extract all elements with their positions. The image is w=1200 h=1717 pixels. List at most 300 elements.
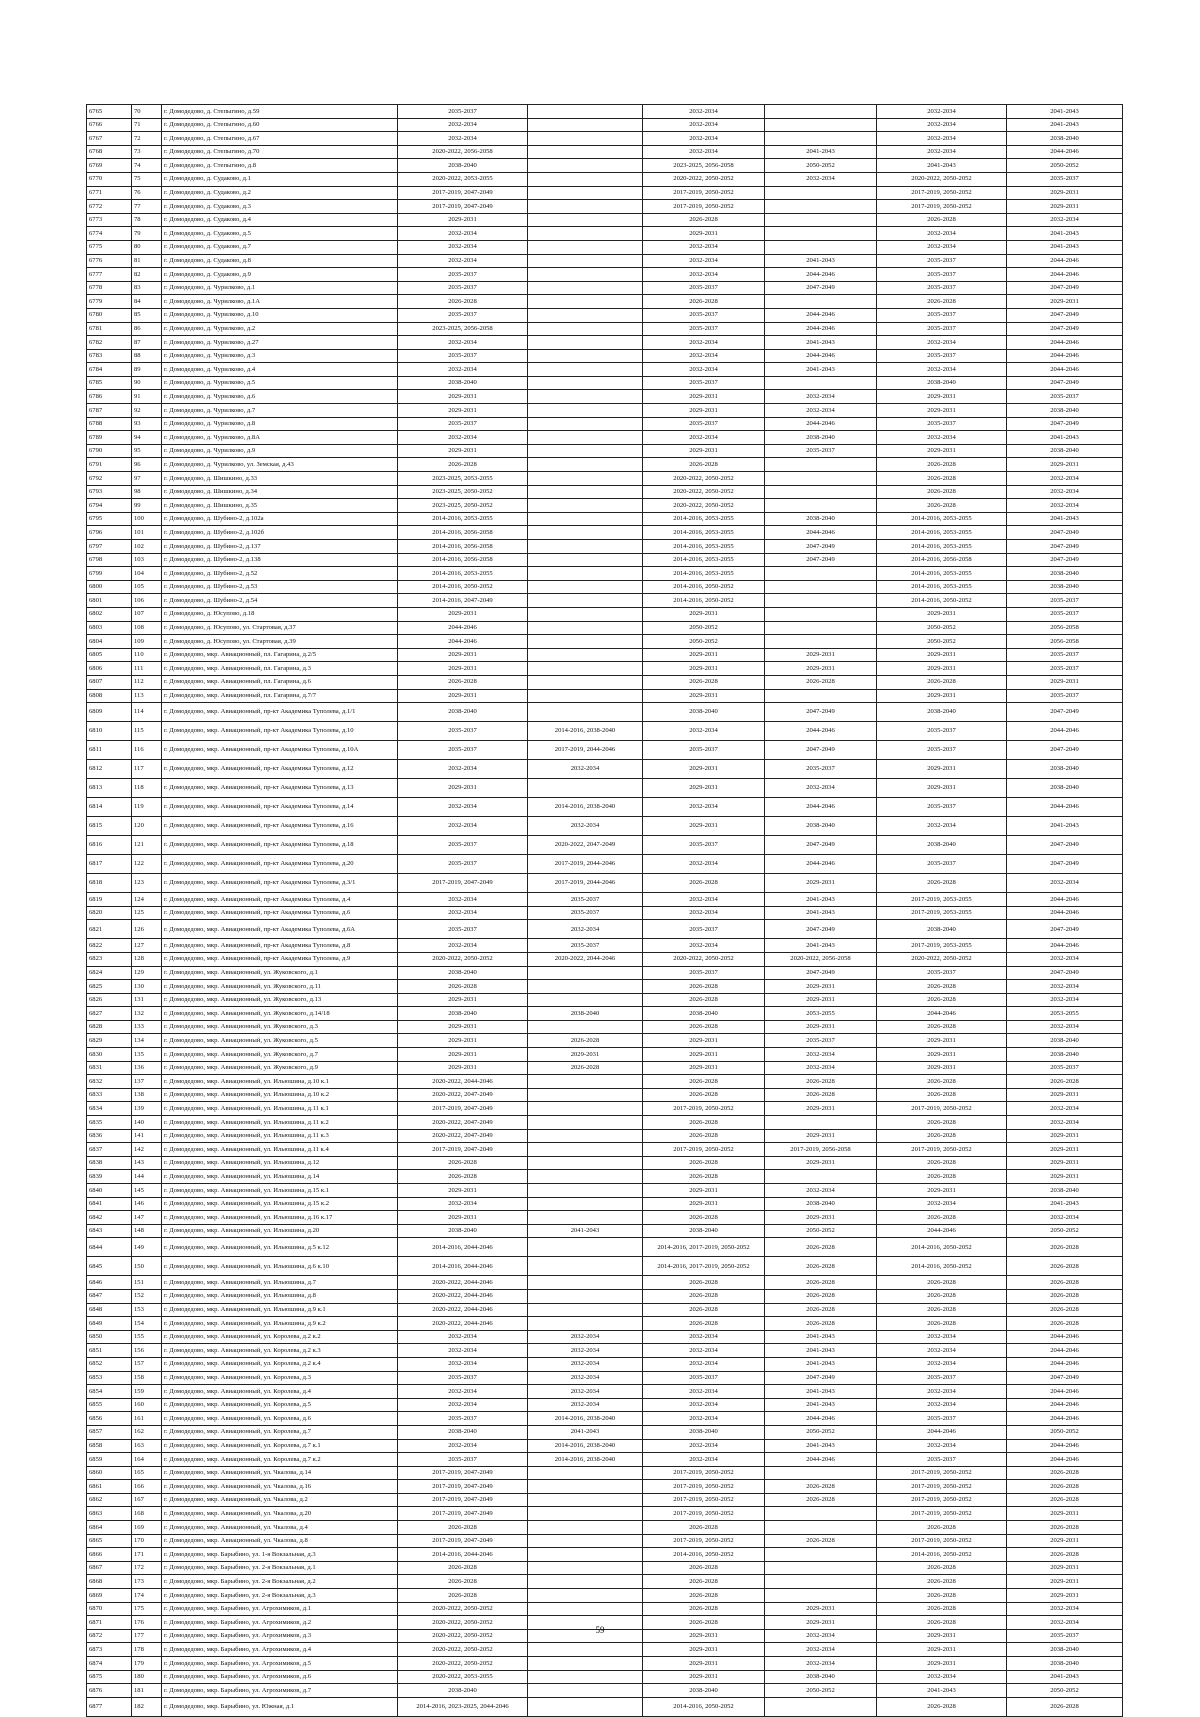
table-cell: 2026-2028 — [528, 1061, 643, 1075]
table-cell: г. Домодедово, д. Чурилково, д.10 — [162, 308, 398, 322]
table-row — [87, 1007, 1123, 1021]
table-cell: г. Домодедово, д. Судаково, д.8 — [162, 254, 398, 268]
table-cell: 2032-2034 — [877, 1439, 1007, 1453]
table-cell: 104 — [132, 567, 162, 581]
table-cell: 2026-2028 — [398, 1575, 528, 1589]
table-cell — [765, 1548, 877, 1562]
table-cell: 6805 — [87, 648, 132, 662]
table-cell: 169 — [132, 1521, 162, 1535]
table-cell: 2026-2028 — [643, 1116, 765, 1130]
table-cell: 2038-2040 — [1007, 444, 1123, 458]
table-cell: 85 — [132, 308, 162, 322]
table-row — [87, 893, 1123, 907]
table-cell: г. Домодедово, д. Степыгино, д.67 — [162, 132, 398, 146]
table-cell — [528, 200, 643, 214]
table-cell: 2038-2040 — [643, 1224, 765, 1238]
table-cell — [528, 1317, 643, 1331]
table-cell — [528, 376, 643, 390]
table-cell: 6847 — [87, 1289, 132, 1303]
table-cell: 2035-2037 — [1007, 648, 1123, 662]
table-row — [87, 798, 1123, 817]
table-cell: 2029-2031 — [643, 1670, 765, 1684]
table-cell: 6863 — [87, 1507, 132, 1521]
table-cell: 2023-2025, 2056-2058 — [398, 322, 528, 336]
table-cell — [528, 1257, 643, 1276]
table-row — [87, 281, 1123, 295]
table-cell — [765, 186, 877, 200]
table-row — [87, 499, 1123, 513]
table-cell: 2017-2019, 2050-2052 — [877, 1143, 1007, 1157]
table-row — [87, 1344, 1123, 1358]
table-cell: 175 — [132, 1602, 162, 1616]
table-cell: 6812 — [87, 760, 132, 779]
table-cell — [528, 1238, 643, 1257]
table-cell: 2026-2028 — [765, 1317, 877, 1331]
table-cell: 2032-2034 — [877, 336, 1007, 350]
table-cell: 6837 — [87, 1143, 132, 1157]
table-cell: 2026-2028 — [643, 874, 765, 893]
table-row — [87, 939, 1123, 953]
table-row — [87, 1330, 1123, 1344]
table-cell: 2047-2049 — [1007, 1371, 1123, 1385]
table-cell: 2017-2019, 2050-2052 — [643, 1143, 765, 1157]
table-cell — [528, 1102, 643, 1116]
table-cell: 103 — [132, 553, 162, 567]
table-cell: 2026-2028 — [643, 1075, 765, 1089]
table-cell: 154 — [132, 1317, 162, 1331]
table-cell — [528, 1657, 643, 1671]
table-cell: 2053-2055 — [765, 1007, 877, 1021]
table-row — [87, 1507, 1123, 1521]
table-cell: г. Домодедово, мкр. Авиационный, ул. Ильюшина, д.6 к.10 — [162, 1257, 398, 1276]
table-cell: 2032-2034 — [398, 893, 528, 907]
table-row — [87, 689, 1123, 703]
table-cell: 6769 — [87, 159, 132, 173]
table-cell: 6791 — [87, 458, 132, 472]
table-cell: 2029-2031 — [765, 648, 877, 662]
table-cell: 2035-2037 — [398, 722, 528, 741]
table-cell: 2014-2016, 2038-2040 — [528, 798, 643, 817]
table-cell: 2026-2028 — [643, 1303, 765, 1317]
table-cell: 2047-2049 — [1007, 836, 1123, 855]
table-cell: 2035-2037 — [877, 322, 1007, 336]
table-row — [87, 213, 1123, 227]
table-cell: 6782 — [87, 336, 132, 350]
table-cell: г. Домодедово, мкр. Авиационный, пр-кт Академика Туполева, д.16 — [162, 817, 398, 836]
table-cell: г. Домодедово, мкр. Авиационный, ул. Жуковского, д.5 — [162, 1034, 398, 1048]
table-cell: 2029-2031 — [877, 689, 1007, 703]
table-cell: 159 — [132, 1385, 162, 1399]
table-cell: 121 — [132, 836, 162, 855]
table-cell: 2032-2034 — [643, 1398, 765, 1412]
table-cell: 2020-2022, 2047-2049 — [398, 1116, 528, 1130]
table-row — [87, 1575, 1123, 1589]
table-row — [87, 308, 1123, 322]
table-cell: 2029-2031 — [765, 874, 877, 893]
table-cell: 2029-2031 — [398, 1061, 528, 1075]
table-cell: 2026-2028 — [643, 1170, 765, 1184]
table-cell: 141 — [132, 1129, 162, 1143]
table-cell: 2038-2040 — [1007, 567, 1123, 581]
table-cell: 2026-2028 — [1007, 1466, 1123, 1480]
table-cell: 2032-2034 — [398, 118, 528, 132]
table-cell — [765, 1116, 877, 1130]
table-cell: г. Домодедово, д. Судаково, д.2 — [162, 186, 398, 200]
table-cell: 2029-2031 — [877, 1034, 1007, 1048]
table-cell: 132 — [132, 1007, 162, 1021]
table-cell: 2014-2016, 2038-2040 — [528, 1453, 643, 1467]
table-cell: 2032-2034 — [398, 760, 528, 779]
table-cell: 2020-2022, 2047-2049 — [398, 1129, 528, 1143]
table-cell: 2017-2019, 2047-2049 — [398, 874, 528, 893]
table-cell: 2032-2034 — [528, 1385, 643, 1399]
table-cell — [528, 779, 643, 798]
table-cell: 6816 — [87, 836, 132, 855]
table-cell — [528, 268, 643, 282]
table-row — [87, 1357, 1123, 1371]
table-cell: 156 — [132, 1344, 162, 1358]
table-cell: 6818 — [87, 874, 132, 893]
table-cell: 2041-2043 — [765, 1439, 877, 1453]
table-cell: 2017-2019, 2050-2052 — [877, 1507, 1007, 1521]
table-cell: 2029-2031 — [643, 607, 765, 621]
table-cell: 2017-2019, 2050-2052 — [643, 1466, 765, 1480]
table-cell: 6781 — [87, 322, 132, 336]
table-cell: 2032-2034 — [877, 227, 1007, 241]
table-cell: 6801 — [87, 594, 132, 608]
table-cell: 2035-2037 — [1007, 689, 1123, 703]
table-cell: г. Домодедово, мкр. Авиационный, ул. Жуковского, д.9 — [162, 1061, 398, 1075]
table-cell: 2029-2031 — [643, 227, 765, 241]
table-cell: 2026-2028 — [398, 1589, 528, 1603]
table-cell: 2032-2034 — [643, 1385, 765, 1399]
table-cell: 6829 — [87, 1034, 132, 1048]
table-cell: 2044-2046 — [398, 635, 528, 649]
table-cell: 2014-2016, 2050-2052 — [877, 594, 1007, 608]
table-cell: 2020-2022, 2050-2052 — [877, 952, 1007, 966]
table-row — [87, 240, 1123, 254]
table-row — [87, 186, 1123, 200]
table-cell — [528, 472, 643, 486]
table-cell: 6765 — [87, 105, 132, 119]
table-cell: 2026-2028 — [877, 1116, 1007, 1130]
table-cell: 6803 — [87, 621, 132, 635]
table-cell: 2026-2028 — [643, 993, 765, 1007]
table-cell: 2020-2022, 2044-2046 — [398, 1317, 528, 1331]
table-cell: 179 — [132, 1657, 162, 1671]
table-cell: 2038-2040 — [528, 1007, 643, 1021]
table-cell: 6778 — [87, 281, 132, 295]
table-cell: 6793 — [87, 485, 132, 499]
table-cell: 2014-2016, 2050-2052 — [643, 1697, 765, 1716]
table-cell: 2041-2043 — [765, 254, 877, 268]
table-row — [87, 540, 1123, 554]
table-cell: 2038-2040 — [1007, 760, 1123, 779]
table-body — [87, 105, 1123, 1717]
table-cell: 2044-2046 — [1007, 349, 1123, 363]
table-cell: 2017-2019, 2047-2049 — [398, 186, 528, 200]
table-cell: 2026-2028 — [877, 1602, 1007, 1616]
table-cell: 117 — [132, 760, 162, 779]
table-cell: 2032-2034 — [643, 145, 765, 159]
table-cell: 2026-2028 — [1007, 1075, 1123, 1089]
table-cell: 6849 — [87, 1317, 132, 1331]
table-cell: 2047-2049 — [1007, 920, 1123, 939]
table-cell: 2026-2028 — [877, 485, 1007, 499]
table-cell: г. Домодедово, мкр. Авиационный, пл. Гагарина, д.3 — [162, 662, 398, 676]
table-cell: г. Домодедово, д. Судаково, д.4 — [162, 213, 398, 227]
table-cell: 2032-2034 — [877, 105, 1007, 119]
table-cell: 136 — [132, 1061, 162, 1075]
table-cell: 2020-2022, 2044-2046 — [398, 1289, 528, 1303]
table-cell — [528, 254, 643, 268]
table-cell: 96 — [132, 458, 162, 472]
table-cell — [765, 472, 877, 486]
table-cell: 2044-2046 — [1007, 939, 1123, 953]
table-cell: 2041-2043 — [1007, 512, 1123, 526]
table-cell: 2014-2016, 2038-2040 — [528, 1439, 643, 1453]
table-cell — [528, 295, 643, 309]
table-cell: 6817 — [87, 855, 132, 874]
table-cell: 157 — [132, 1357, 162, 1371]
table-cell: 91 — [132, 390, 162, 404]
table-cell: 2050-2052 — [1007, 159, 1123, 173]
table-cell: г. Домодедово, мкр. Авиационный, ул. Ильюшина, д.11 к.1 — [162, 1102, 398, 1116]
table-cell — [528, 993, 643, 1007]
table-cell: 2029-2031 — [643, 760, 765, 779]
table-cell: 2017-2019, 2044-2046 — [528, 741, 643, 760]
table-cell: 2014-2016, 2044-2046 — [398, 1257, 528, 1276]
table-cell — [528, 662, 643, 676]
table-row — [87, 1289, 1123, 1303]
table-cell: 6846 — [87, 1276, 132, 1290]
table-cell: 2026-2028 — [877, 1589, 1007, 1603]
table-cell: 2032-2034 — [643, 118, 765, 132]
table-cell — [528, 621, 643, 635]
table-cell: 2029-2031 — [1007, 200, 1123, 214]
table-cell: г. Домодедово, мкр. Авиационный, пр-кт Академика Туполева, д.13 — [162, 779, 398, 798]
table-cell — [765, 1575, 877, 1589]
table-cell: 2026-2028 — [877, 1561, 1007, 1575]
table-row — [87, 1684, 1123, 1698]
table-cell: г. Домодедово, д. Чурилково, д.1А — [162, 295, 398, 309]
table-cell: 2035-2037 — [398, 920, 528, 939]
table-cell: 2029-2031 — [398, 1048, 528, 1062]
table-cell: 2029-2031 — [643, 444, 765, 458]
table-cell: 2032-2034 — [765, 404, 877, 418]
table-cell: 2035-2037 — [1007, 172, 1123, 186]
table-cell: 2032-2034 — [643, 855, 765, 874]
table-cell — [765, 240, 877, 254]
table-cell: 6872 — [87, 1629, 132, 1643]
table-row — [87, 1211, 1123, 1225]
table-cell: 2029-2031 — [643, 390, 765, 404]
table-cell: 177 — [132, 1629, 162, 1643]
table-row — [87, 472, 1123, 486]
table-cell: 2017-2019, 2044-2046 — [528, 855, 643, 874]
table-cell: г. Домодедово, д. Шубино-2, д.54 — [162, 594, 398, 608]
table-cell: 2032-2034 — [643, 1412, 765, 1426]
table-cell: 2029-2031 — [877, 648, 1007, 662]
table-cell: г. Домодедово, д. Судаково, д.7 — [162, 240, 398, 254]
table-cell: 2044-2046 — [765, 417, 877, 431]
table-cell: 2014-2016, 2053-2055 — [877, 540, 1007, 554]
table-cell: 6771 — [87, 186, 132, 200]
table-cell: 182 — [132, 1697, 162, 1716]
table-cell: 2017-2019, 2053-2055 — [877, 939, 1007, 953]
table-cell: г. Домодедово, мкр. Авиационный, ул. Ильюшина, д.15 к.1 — [162, 1184, 398, 1198]
table-cell: 2041-2043 — [528, 1224, 643, 1238]
table-cell: 2038-2040 — [643, 1684, 765, 1698]
table-cell — [528, 458, 643, 472]
table-cell — [528, 648, 643, 662]
table-row — [87, 1156, 1123, 1170]
table-cell: 2032-2034 — [1007, 1116, 1123, 1130]
table-cell — [528, 703, 643, 722]
table-cell: 2026-2028 — [643, 1211, 765, 1225]
table-row — [87, 1385, 1123, 1399]
table-cell: 6825 — [87, 980, 132, 994]
table-cell: 171 — [132, 1548, 162, 1562]
table-cell: 2029-2031 — [643, 662, 765, 676]
table-cell: 166 — [132, 1480, 162, 1494]
table-cell: 2032-2034 — [643, 906, 765, 920]
table-cell: г. Домодедово, мкр. Авиационный, ул. Королева, д.7 к.2 — [162, 1453, 398, 1467]
table-cell: 2026-2028 — [643, 1020, 765, 1034]
table-cell: г. Домодедово, д. Чурилково, д.27 — [162, 336, 398, 350]
table-cell — [765, 485, 877, 499]
table-cell: 2014-2016, 2017-2019, 2050-2052 — [643, 1238, 765, 1257]
table-cell: 2035-2037 — [398, 281, 528, 295]
table-cell: 2014-2016, 2056-2058 — [877, 553, 1007, 567]
table-cell — [528, 553, 643, 567]
table-cell: 2035-2037 — [877, 1412, 1007, 1426]
table-cell: 2032-2034 — [528, 1330, 643, 1344]
table-cell: г. Домодедово, мкр. Авиационный, пр-кт Академика Туполева, д.9 — [162, 952, 398, 966]
table-cell: 2032-2034 — [398, 817, 528, 836]
table-cell: 2041-2043 — [1007, 817, 1123, 836]
table-cell: 2047-2049 — [765, 836, 877, 855]
table-cell: 2047-2049 — [765, 966, 877, 980]
table-cell: 2032-2034 — [528, 1344, 643, 1358]
table-cell: 6772 — [87, 200, 132, 214]
table-cell: 2029-2031 — [1007, 458, 1123, 472]
table-row — [87, 779, 1123, 798]
table-cell: 6808 — [87, 689, 132, 703]
table-cell: 2029-2031 — [398, 607, 528, 621]
table-cell: 2032-2034 — [528, 920, 643, 939]
table-cell: 2020-2022, 2050-2052 — [877, 172, 1007, 186]
table-cell: 2032-2034 — [877, 132, 1007, 146]
table-cell — [528, 1075, 643, 1089]
table-row — [87, 836, 1123, 855]
table-cell: 75 — [132, 172, 162, 186]
table-row — [87, 874, 1123, 893]
table-cell: 2014-2016, 2053-2055 — [643, 526, 765, 540]
table-cell: 2029-2031 — [765, 1129, 877, 1143]
table-cell: 2032-2034 — [398, 1357, 528, 1371]
table-cell: 2032-2034 — [528, 1398, 643, 1412]
table-cell: г. Домодедово, мкр. Барыбино, ул. Агрохимиков, д.7 — [162, 1684, 398, 1698]
table-cell: 2020-2022, 2050-2052 — [398, 952, 528, 966]
table-cell: 124 — [132, 893, 162, 907]
table-cell: 2026-2028 — [877, 499, 1007, 513]
table-cell: 2035-2037 — [1007, 662, 1123, 676]
table-cell — [528, 444, 643, 458]
table-cell: 2050-2052 — [765, 159, 877, 173]
table-cell: 81 — [132, 254, 162, 268]
table-cell: 2029-2031 — [398, 1184, 528, 1198]
table-cell: 2026-2028 — [877, 458, 1007, 472]
table-cell: 134 — [132, 1034, 162, 1048]
table-cell: 180 — [132, 1670, 162, 1684]
table-cell: 128 — [132, 952, 162, 966]
table-cell: 2026-2028 — [765, 1493, 877, 1507]
table-cell — [528, 1143, 643, 1157]
table-cell: 2014-2016, 2047-2049 — [398, 594, 528, 608]
table-cell: 2032-2034 — [1007, 485, 1123, 499]
table-cell: г. Домодедово, мкр. Авиационный, ул. Королева, д.5 — [162, 1398, 398, 1412]
table-cell — [528, 213, 643, 227]
table-cell: 2044-2046 — [1007, 1453, 1123, 1467]
table-cell: 2032-2034 — [877, 1398, 1007, 1412]
table-cell: г. Домодедово, д. Чурилково, д.7 — [162, 404, 398, 418]
table-cell: 6811 — [87, 741, 132, 760]
table-cell: г. Домодедово, мкр. Авиационный, ул. Жуковского, д.1 — [162, 966, 398, 980]
table-cell: 2035-2037 — [877, 417, 1007, 431]
table-cell: 2047-2049 — [765, 281, 877, 295]
table-row — [87, 376, 1123, 390]
table-cell: 2041-2043 — [765, 363, 877, 377]
table-cell: 2032-2034 — [398, 1398, 528, 1412]
table-cell: 2032-2034 — [1007, 1211, 1123, 1225]
table-cell: 2038-2040 — [765, 431, 877, 445]
table-cell: 2035-2037 — [1007, 1629, 1123, 1643]
table-cell: 2041-2043 — [765, 336, 877, 350]
table-cell: 6855 — [87, 1398, 132, 1412]
table-cell: 2029-2031 — [765, 1602, 877, 1616]
table-cell — [528, 322, 643, 336]
table-cell: 2026-2028 — [877, 1020, 1007, 1034]
table-cell: г. Домодедово, д. Шубино-2, д.102а — [162, 512, 398, 526]
table-cell: 2026-2028 — [1007, 1276, 1123, 1290]
table-cell: 125 — [132, 906, 162, 920]
table-cell: 2041-2043 — [1007, 240, 1123, 254]
table-cell: 2014-2016, 2053-2055 — [643, 512, 765, 526]
table-cell: г. Домодедово, д. Шубино-2, д.102б — [162, 526, 398, 540]
table-cell: 2029-2031 — [398, 390, 528, 404]
table-cell: г. Домодедово, д. Шубино-2, д.137 — [162, 540, 398, 554]
table-cell: 2029-2031 — [1007, 1143, 1123, 1157]
table-cell: 6845 — [87, 1257, 132, 1276]
table-cell: 2017-2019, 2050-2052 — [877, 1534, 1007, 1548]
table-cell — [528, 1589, 643, 1603]
table-cell: 2026-2028 — [877, 993, 1007, 1007]
table-row — [87, 966, 1123, 980]
table-cell: 2038-2040 — [398, 1425, 528, 1439]
table-row — [87, 1020, 1123, 1034]
table-cell: 2029-2031 — [398, 779, 528, 798]
table-cell: 2026-2028 — [765, 1088, 877, 1102]
table-cell: 2026-2028 — [877, 1697, 1007, 1716]
table-row — [87, 200, 1123, 214]
table-cell: 2017-2019, 2050-2052 — [643, 1507, 765, 1521]
table-row — [87, 1143, 1123, 1157]
table-cell: 2035-2037 — [765, 760, 877, 779]
table-cell: г. Домодедово, мкр. Авиационный, пр-кт Академика Туполева, д.10А — [162, 741, 398, 760]
table-cell: 138 — [132, 1088, 162, 1102]
table-cell: 2029-2031 — [1007, 295, 1123, 309]
